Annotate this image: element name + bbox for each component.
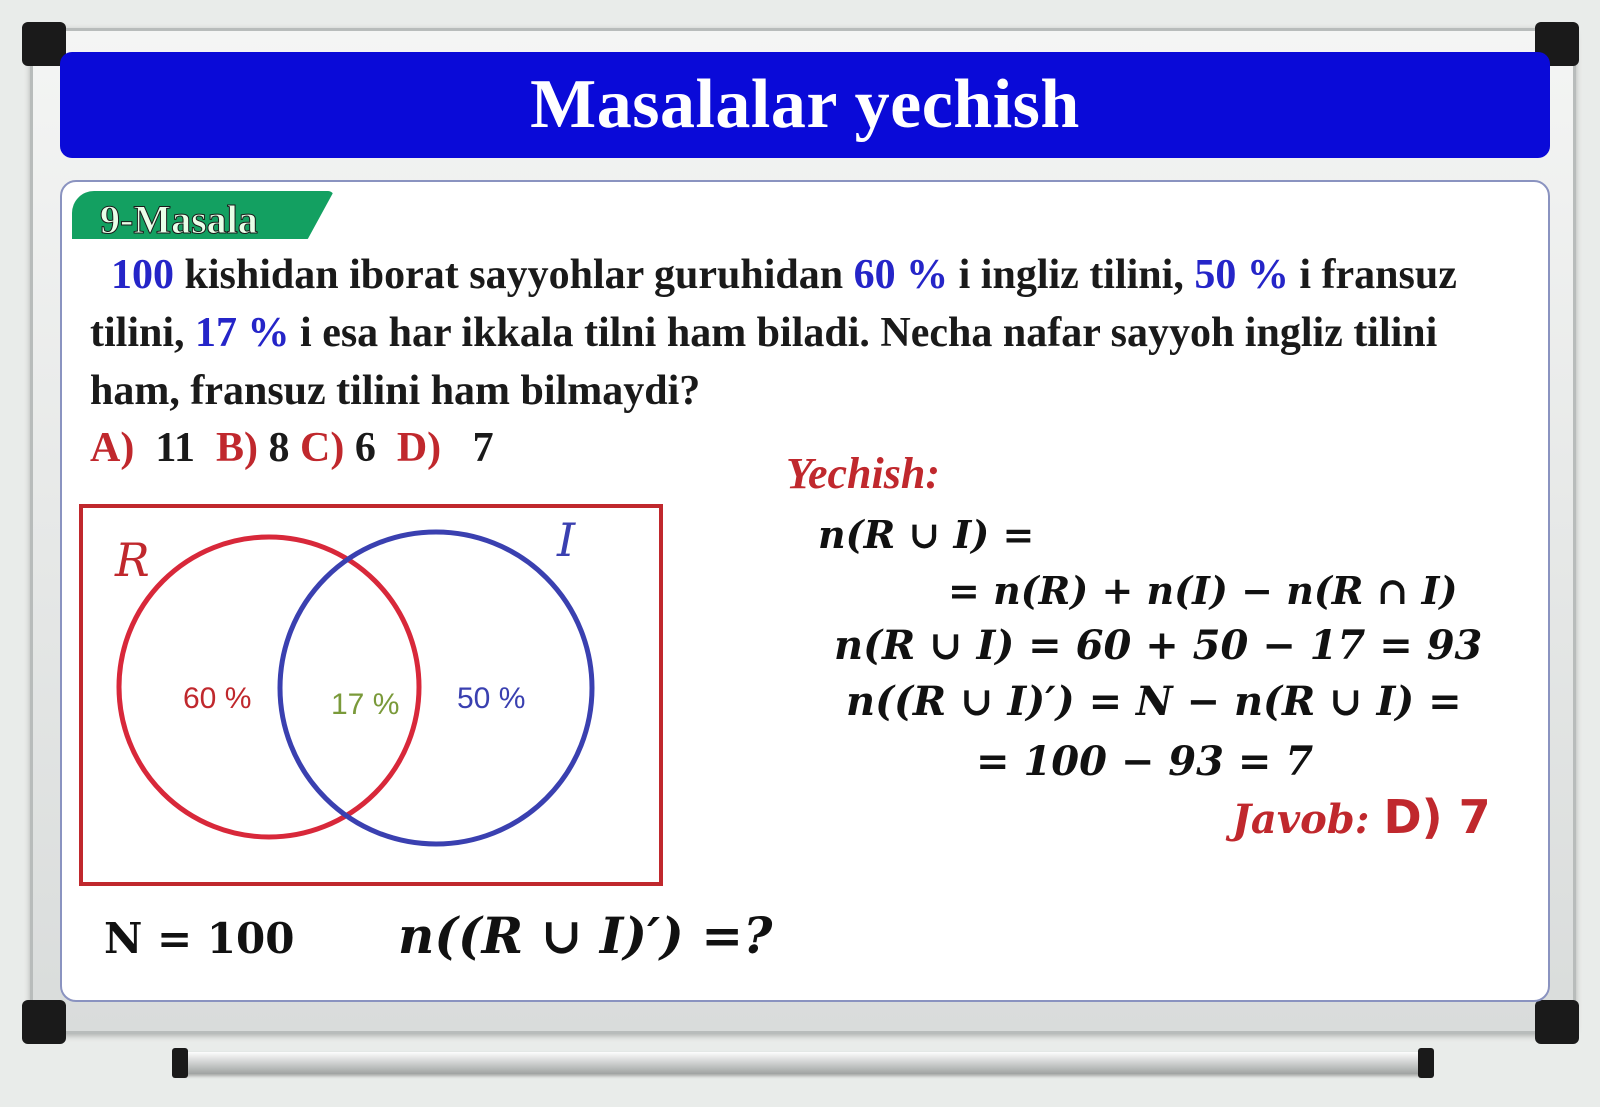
set-i-circle — [280, 532, 592, 844]
venn-diagram — [79, 504, 663, 886]
french-percent: 50 % — [1194, 252, 1289, 298]
both-percent: 17 % — [195, 310, 290, 356]
answer-options — [90, 424, 494, 472]
given-total: N = 100 — [104, 914, 295, 963]
question-expression: n((R ∪ I)′) =? — [398, 906, 773, 965]
frame-corner — [1535, 1000, 1579, 1044]
option-a-label: A) — [90, 425, 135, 471]
frame-corner — [22, 22, 66, 66]
problem-text: kishidan iborat sayyohlar guruhidan — [174, 252, 854, 298]
option-c-label: C) — [300, 425, 345, 471]
option-d-label: D) — [396, 425, 442, 471]
title-banner — [60, 52, 1550, 158]
r-only-percent: 60 % — [183, 682, 252, 715]
i-only-percent: 50 % — [457, 682, 526, 715]
set-r-label: R — [115, 533, 150, 587]
problem-text: i ingliz tilini, — [948, 252, 1195, 298]
solution-line-2: = n(R) + n(I) − n(R ∩ I) — [948, 568, 1458, 613]
option-b-label: B) — [216, 425, 259, 471]
solution-heading: Yechish: — [786, 449, 940, 498]
total-count: 100 — [111, 252, 174, 298]
marker-tray — [178, 1052, 1428, 1074]
solution-line-5: = 100 − 93 = 7 — [976, 738, 1314, 785]
solution-line-1: n(R ∪ I) = — [818, 512, 1035, 557]
tray-cap — [172, 1048, 188, 1078]
option-b-value: 8 — [268, 425, 290, 471]
problem-tag: 9-Masala — [100, 197, 258, 242]
problem-text: i esa har ikkala tilni ham biladi. Necha nafar sayyoh ingliz tilini ham, fransuz tilini ham bilmaydi? — [90, 310, 1438, 414]
answer-label: Javob: — [1232, 796, 1370, 843]
option-a-value: 11 — [155, 425, 196, 471]
slide-title: Masalalar yechish — [530, 66, 1080, 143]
option-c-value: 6 — [354, 425, 376, 471]
set-r-circle — [119, 537, 419, 837]
tray-cap — [1418, 1048, 1434, 1078]
english-percent: 60 % — [853, 252, 949, 298]
frame-corner — [22, 1000, 66, 1044]
problem-statement — [90, 246, 1470, 420]
answer-value: D) 7 — [1383, 790, 1491, 844]
solution-line-3: n(R ∪ I) = 60 + 50 − 17 = 93 — [834, 622, 1483, 669]
option-d-value: 7 — [472, 425, 494, 471]
solution-line-4: n((R ∪ I)′) = N − n(R ∪ I) = — [846, 678, 1462, 725]
problem-text: i fransuz tilini, — [90, 252, 1457, 356]
set-i-label: I — [557, 513, 576, 567]
final-answer — [1232, 790, 1491, 844]
intersection-percent: 17 % — [331, 688, 400, 721]
